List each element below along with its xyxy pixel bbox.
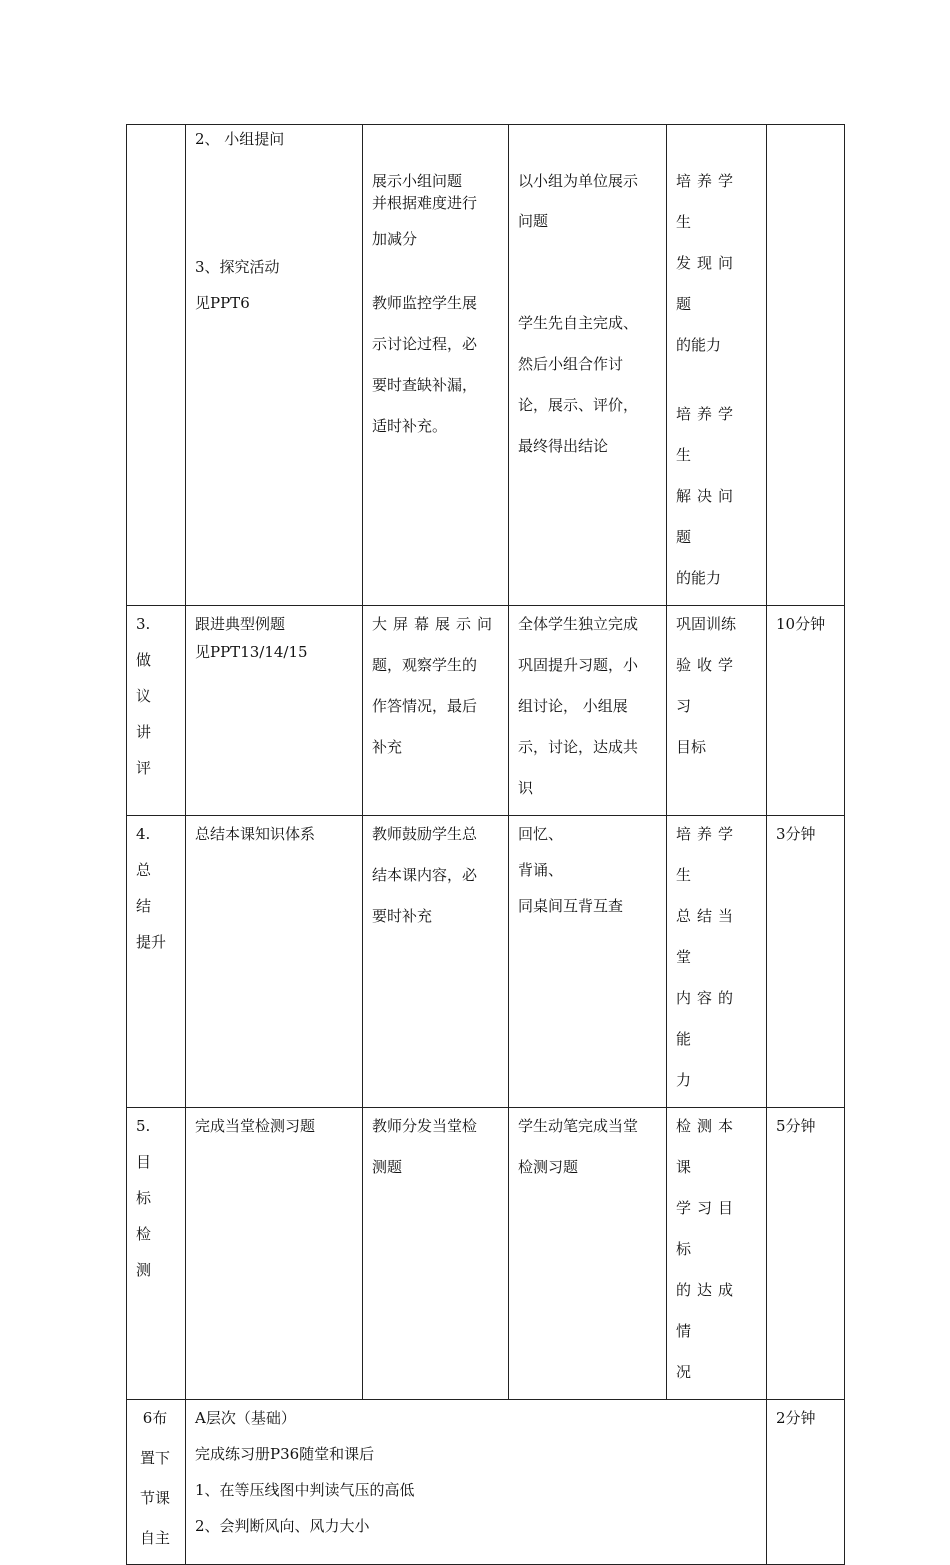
content-cell	[186, 125, 363, 606]
teacher-line: 示讨论过程，必	[372, 335, 478, 353]
stage-line: 做	[136, 651, 152, 669]
time-cell	[767, 1400, 845, 1565]
homework-line: 2、会判断风向、风力大小	[195, 1517, 370, 1535]
intent-line: 的能力	[676, 569, 722, 587]
intent-line: 培养学生	[676, 172, 740, 231]
stage-line: 评	[136, 759, 152, 777]
table-row	[127, 1108, 845, 1400]
intent-line: 验收学习	[676, 656, 740, 715]
teacher-line: 展示小组问题	[372, 172, 463, 190]
stage-line: 标	[136, 1189, 152, 1207]
student-line: 示，讨论，达成共	[518, 738, 639, 756]
stage-cell	[127, 125, 186, 606]
stage-line: 5.	[136, 1117, 151, 1135]
stage-line: 3.	[136, 615, 151, 633]
time-cell	[767, 606, 845, 816]
stage-line: 议	[136, 687, 152, 705]
homework-line: A层次（基础）	[195, 1409, 296, 1427]
stage-line: 自主	[139, 1529, 170, 1547]
table-row	[127, 816, 845, 1108]
student-line: 问题	[518, 212, 549, 230]
content-line: 3、探究活动	[195, 258, 280, 276]
student-line: 同桌间互背互查	[518, 897, 624, 915]
stage-line: 置下	[139, 1449, 170, 1467]
student-activity-cell	[509, 1108, 667, 1400]
stage-cell	[127, 606, 186, 816]
intent-line: 总结当堂	[676, 907, 740, 966]
content-line: 见PPT13/14/15	[195, 643, 308, 661]
teacher-line: 要时查缺补漏，	[372, 376, 478, 394]
time-value: 3分钟	[776, 825, 816, 843]
stage-cell	[127, 1108, 186, 1400]
student-line: 学生动笔完成当堂	[518, 1117, 639, 1135]
teacher-activity-cell	[363, 816, 509, 1108]
student-line: 识	[518, 779, 534, 797]
student-line: 然后小组合作讨	[518, 355, 624, 373]
intent-line: 培养学生	[676, 405, 740, 464]
intent-line: 发现问题	[676, 254, 740, 313]
design-intent-cell	[667, 125, 767, 606]
homework-line: 1、在等压线图中判读气压的高低	[195, 1481, 415, 1499]
student-activity-cell	[509, 125, 667, 606]
lesson-plan-table	[126, 124, 845, 1565]
student-line: 回忆、	[518, 825, 564, 843]
teacher-activity-cell	[363, 125, 509, 606]
stage-line: 结	[136, 897, 152, 915]
time-value: 2分钟	[776, 1409, 816, 1427]
student-line: 巩固提升习题，小	[518, 656, 639, 674]
student-line: 全体学生独立完成	[518, 615, 639, 633]
stage-cell	[127, 816, 186, 1108]
stage-line: 4.	[136, 825, 151, 843]
content-line: 2、 小组提问	[195, 130, 285, 148]
teacher-line: 测题	[372, 1158, 403, 1176]
teacher-line: 题，观察学生的	[372, 656, 478, 674]
intent-line: 内容的能	[676, 989, 740, 1048]
time-cell	[767, 125, 845, 606]
time-cell	[767, 1108, 845, 1400]
content-line: 见PPT6	[195, 294, 250, 312]
time-value: 10分钟	[776, 615, 826, 633]
teacher-line: 教师分发当堂检	[372, 1117, 478, 1135]
content-cell	[186, 816, 363, 1108]
intent-line: 检测本课	[676, 1117, 740, 1176]
table-row	[127, 1400, 845, 1565]
student-activity-cell	[509, 606, 667, 816]
content-line: 完成当堂检测习题	[195, 1117, 316, 1135]
teacher-line: 结本课内容，必	[372, 866, 478, 884]
stage-line: 提升	[136, 933, 167, 951]
teacher-line: 教师鼓励学生总	[372, 825, 478, 843]
stage-line: 目	[136, 1153, 152, 1171]
student-line: 背诵、	[518, 861, 564, 879]
intent-line: 况	[676, 1363, 692, 1381]
content-line: 跟进典型例题	[195, 615, 286, 633]
teacher-line: 教师监控学生展	[372, 294, 478, 312]
teacher-line: 加减分	[372, 230, 418, 248]
stage-line: 6布	[142, 1409, 168, 1427]
intent-line: 目标	[676, 738, 707, 756]
stage-line: 讲	[136, 723, 152, 741]
student-line: 最终得出结论	[518, 437, 609, 455]
stage-line: 总	[136, 861, 152, 879]
content-line: 总结本课知识体系	[195, 825, 316, 843]
intent-line: 的能力	[676, 336, 722, 354]
design-intent-cell	[667, 606, 767, 816]
design-intent-cell	[667, 1108, 767, 1400]
intent-line: 学习目标	[676, 1199, 740, 1258]
student-activity-cell	[509, 816, 667, 1108]
stage-line: 检	[136, 1225, 152, 1243]
student-line: 组讨论， 小组展	[518, 697, 628, 715]
teacher-line: 大屏幕展示问	[372, 615, 499, 633]
stage-cell	[127, 1400, 186, 1565]
intent-line: 的达成情	[676, 1281, 740, 1340]
homework-line: 完成练习册P36随堂和课后	[195, 1445, 375, 1463]
teacher-activity-cell	[363, 1108, 509, 1400]
intent-line: 巩固训练	[676, 615, 737, 633]
stage-line: 测	[136, 1261, 152, 1279]
teacher-line: 适时补充。	[372, 417, 448, 435]
intent-line: 培养学生	[676, 825, 740, 884]
stage-line: 节课	[139, 1489, 170, 1507]
design-intent-cell	[667, 816, 767, 1108]
student-line: 论，展示、评价，	[518, 396, 639, 414]
time-value: 5分钟	[776, 1117, 816, 1135]
intent-line: 解决问题	[676, 487, 740, 546]
content-cell	[186, 606, 363, 816]
homework-cell	[186, 1400, 767, 1565]
student-line: 检测习题	[518, 1158, 579, 1176]
teacher-line: 作答情况，最后	[372, 697, 478, 715]
student-line: 以小组为单位展示	[518, 172, 639, 190]
teacher-line: 要时补充	[372, 907, 433, 925]
teacher-line: 并根据难度进行	[372, 194, 478, 212]
table-row	[127, 606, 845, 816]
teacher-activity-cell	[363, 606, 509, 816]
table-row	[127, 125, 845, 606]
content-cell	[186, 1108, 363, 1400]
time-cell	[767, 816, 845, 1108]
student-line: 学生先自主完成、	[518, 314, 639, 332]
teacher-line: 补充	[372, 738, 403, 756]
intent-line: 力	[676, 1071, 692, 1089]
